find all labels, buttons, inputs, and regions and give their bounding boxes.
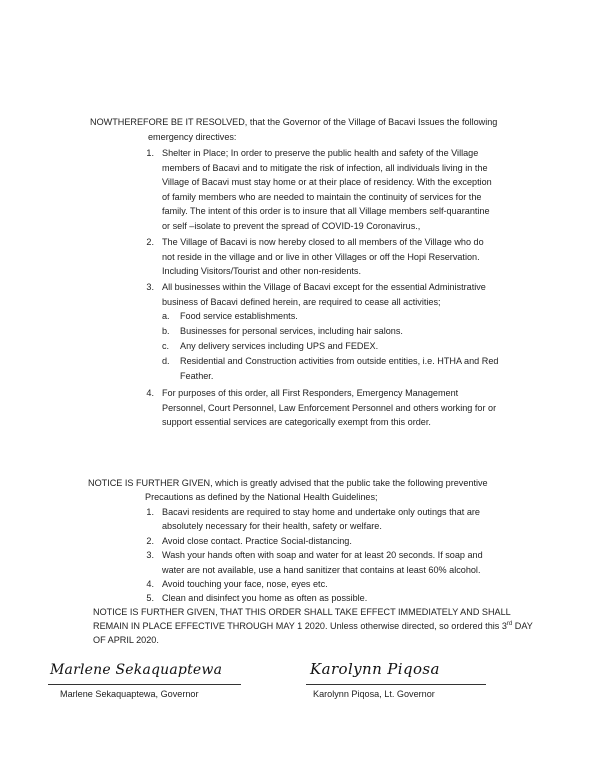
effective-line2 xyxy=(93,619,533,634)
signature-line-right xyxy=(306,684,486,685)
notice-line: Bacavi residents are required to stay home and undertake only outings that are xyxy=(162,507,480,517)
notice-number: 3. xyxy=(146,550,154,561)
effective-line2-text: REMAIN IN PLACE EFFECTIVE THROUGH MAY 1 2020. Unless otherwise directed, so ordered this 3 xyxy=(93,621,507,631)
subitem-letter: c. xyxy=(162,341,170,351)
directive-line: Personnel, Court Personnel, Law Enforcement Personnel and others working for or xyxy=(162,402,497,413)
notice-item xyxy=(140,591,580,605)
notice-number: 4. xyxy=(146,578,154,589)
signature-line-left xyxy=(48,684,241,685)
subitem-text: Feather. xyxy=(180,371,214,381)
directive-line: business of Bacavi defined herein, are required to cease all activities; xyxy=(162,296,441,307)
notice-intro-line1: NOTICE IS FURTHER GIVEN, which is greatly advised that the public take the following preventive xyxy=(88,478,488,488)
notice-number: 5. xyxy=(146,593,154,604)
lt-governor-name: Karolynn Piqosa, Lt. Governor xyxy=(313,689,435,699)
effective-line2-end: DAY xyxy=(512,621,533,631)
lt-governor-signature: Karolynn Piqosa xyxy=(310,660,440,678)
subitem-a xyxy=(150,309,580,324)
directive-line: For purposes of this order, all First Responders, Emergency Management xyxy=(162,388,459,398)
subitem-letter: b. xyxy=(162,326,170,336)
subitem-letter: a. xyxy=(162,311,170,321)
notice-line: water are not available, use a hand sanitizer that contains at least 60% alcohol. xyxy=(162,564,481,575)
subitem-c xyxy=(150,339,580,354)
notice-line: Avoid close contact. Practice Social-distancing. xyxy=(162,535,352,546)
notice-items xyxy=(140,505,580,606)
directive-number: 1. xyxy=(146,148,154,158)
governor-name: Marlene Sekaquaptewa, Governor xyxy=(60,689,199,699)
directive-line: All businesses within the Village of Bacavi except for the essential Administrative xyxy=(162,282,486,292)
effective-line3: OF APRIL 2020. xyxy=(93,635,159,645)
notice-item xyxy=(140,534,580,548)
directive-line: or self –isolate to prevent the spread of COVID-19 Coronavirus., xyxy=(162,220,421,231)
subitem-text: Food service establishments. xyxy=(180,311,298,321)
directive-3-subitems xyxy=(150,309,580,384)
subitem-text: Residential and Construction activities from outside entities, i.e. HTHA and Red xyxy=(180,356,499,366)
directive-line: not reside in the village and or live in other Villages or off the Hopi Reservation. xyxy=(162,251,480,262)
notice-item xyxy=(140,548,580,577)
subitem-b xyxy=(150,324,580,339)
notice-line: absolutely necessary for their health, safety or welfare. xyxy=(162,521,382,532)
directive-line: of family members who are needed to maintain the continuity of services for the xyxy=(162,191,482,202)
subitem-text: Any delivery services including UPS and FEDEX. xyxy=(180,341,379,351)
subitem-letter: d. xyxy=(162,356,170,366)
notice-line: Wash your hands often with soap and water for at least 20 seconds. If soap and xyxy=(162,550,483,561)
directive-number: 4. xyxy=(146,388,154,398)
directive-line: Village of Bacavi must stay home or at their place of residency. With the exception xyxy=(162,177,492,188)
directive-number: 3. xyxy=(146,282,154,292)
directive-line: family. The intent of this order is to insure that all Village members self-quarantine xyxy=(162,206,490,217)
directive-line: The Village of Bacavi is now hereby closed to all members of the Village who do xyxy=(162,237,484,247)
resolution-intro-line1: NOWTHEREFORE BE IT RESOLVED, that the Governor of the Village of Bacavi Issues the following xyxy=(90,117,498,127)
notice-number: 2. xyxy=(146,535,154,546)
directive-line: support essential services are categorically exempt from this order. xyxy=(162,417,431,428)
subitem-d xyxy=(150,354,580,384)
notice-number: 1. xyxy=(146,507,154,517)
directive-number: 2. xyxy=(146,237,154,247)
effective-ordinal: rd xyxy=(506,620,513,627)
effective-line1: NOTICE IS FURTHER GIVEN, THAT THIS ORDER SHALL TAKE EFFECT IMMEDIATELY AND SHALL xyxy=(93,607,511,617)
directive-line: Shelter in Place; In order to preserve the public health and safety of the Village xyxy=(162,148,479,158)
subitem-text: Businesses for personal services, including hair salons. xyxy=(180,326,403,336)
notice-intro-line2: Precautions as defined by the National Health Guidelines; xyxy=(145,492,378,502)
directive-line: Including Visitors/Tourist and other non-residents. xyxy=(162,266,361,277)
notice-item xyxy=(140,577,580,591)
directive-line: members of Bacavi and to mitigate the risk of infection, all individuals living in the xyxy=(162,162,488,173)
resolution-intro-line2: emergency directives: xyxy=(148,132,237,142)
governor-signature: Marlene Sekaquaptewa xyxy=(50,662,223,678)
notice-line: Avoid touching your face, nose, eyes etc. xyxy=(162,578,328,589)
notice-item xyxy=(140,505,580,534)
notice-line: Clean and disinfect you home as often as possible. xyxy=(162,593,368,604)
